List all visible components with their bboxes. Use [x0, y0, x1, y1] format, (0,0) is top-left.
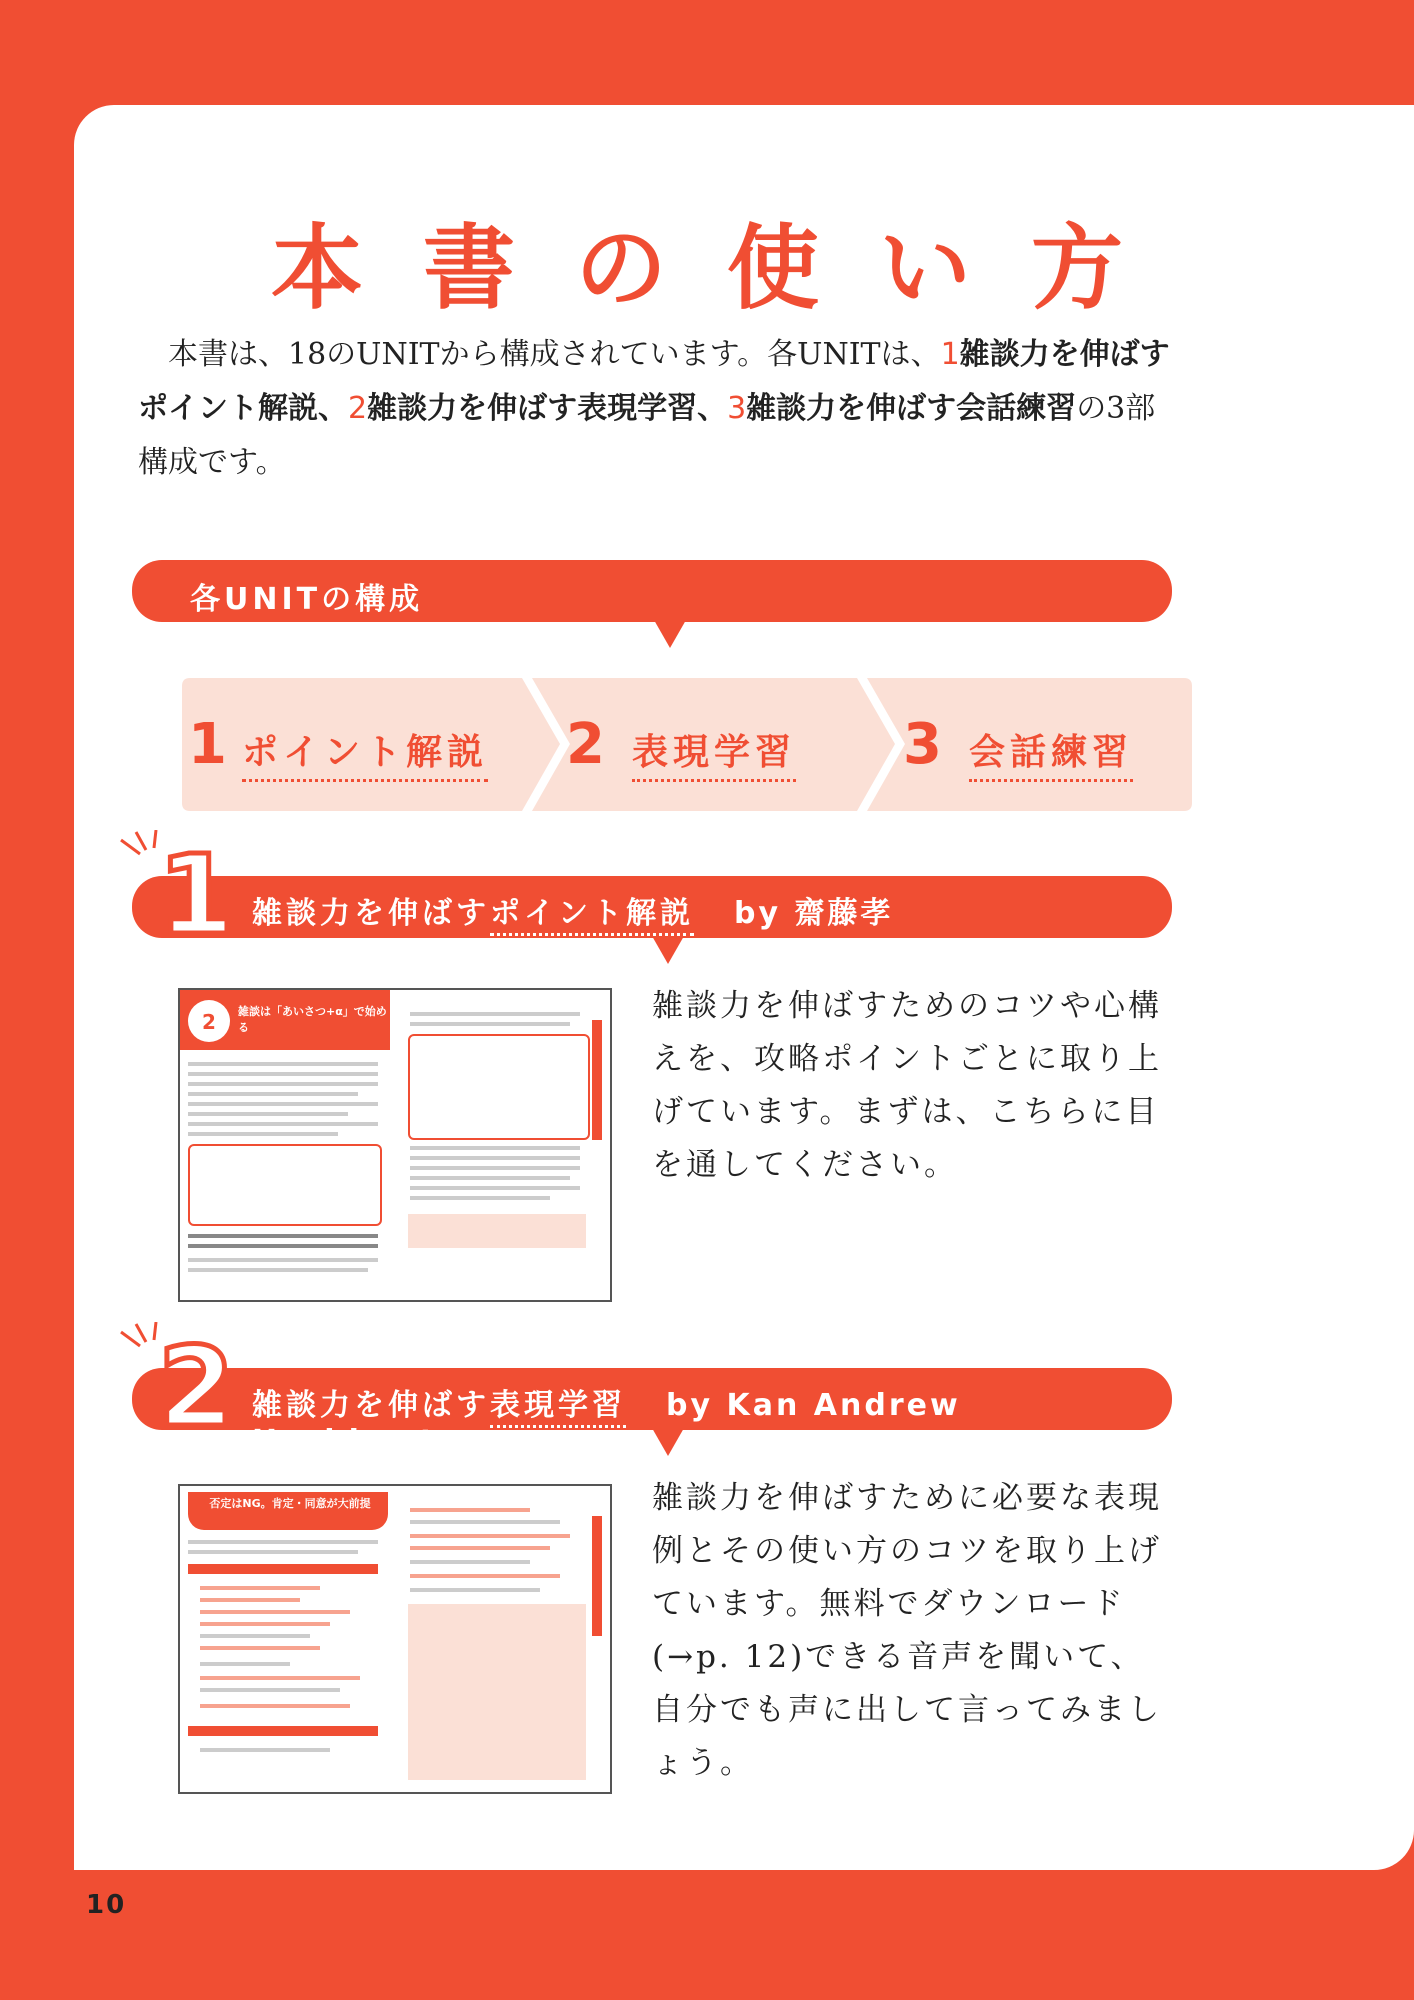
sample-dialog-box	[188, 1144, 382, 1226]
section-1-bar	[132, 876, 1172, 938]
text-line	[410, 1156, 580, 1160]
text-line	[410, 1166, 580, 1170]
section-2-author: by Kan Andrew Hashimoto	[252, 1388, 961, 1459]
text-line	[200, 1688, 340, 1692]
text-line	[200, 1676, 360, 1680]
sample-label-bar	[188, 1564, 378, 1574]
sample-label-bar	[188, 1726, 378, 1736]
section-1-header	[132, 831, 1172, 959]
section-1-sample-page	[178, 988, 612, 1302]
intro-part-2: 雑談力を伸ばす表現学習、	[367, 391, 728, 426]
intro-paragraph	[138, 328, 1178, 490]
sample-dialog-box	[408, 1034, 590, 1140]
step-point	[182, 678, 522, 811]
section-2-sample-page	[178, 1484, 612, 1794]
text-line	[200, 1622, 330, 1626]
text-line	[410, 1146, 580, 1150]
text-line	[188, 1550, 358, 1554]
step-label: 表現学習	[632, 724, 796, 782]
text-line	[410, 1022, 570, 1026]
text-line	[200, 1646, 320, 1650]
page-title: 本書の使い方	[270, 215, 1183, 322]
sample-side-tab	[592, 1516, 602, 1636]
text-line	[410, 1546, 550, 1550]
bar-pointer	[652, 1428, 684, 1456]
section-2-emph: 表現学習	[490, 1388, 626, 1428]
sample-title: 雑談は「あいさつ+α」で始める	[238, 1005, 387, 1034]
text-line	[200, 1610, 350, 1614]
text-line	[200, 1586, 320, 1590]
intro-num-2: 2	[348, 391, 368, 426]
sample-side-tab	[592, 1020, 602, 1140]
text-line	[188, 1244, 378, 1248]
section-2-bar	[132, 1368, 1172, 1459]
step-number: 3	[903, 712, 942, 777]
section-2-number: 2	[158, 1323, 235, 1451]
structure-steps	[182, 678, 1192, 811]
text-line	[188, 1234, 378, 1238]
step-label: ポイント解説	[242, 724, 488, 782]
text-line	[200, 1634, 310, 1638]
intro-num-1: 1	[940, 337, 960, 372]
bar-pointer	[652, 936, 684, 964]
text-line	[188, 1258, 378, 1262]
text-line	[410, 1508, 530, 1512]
text-line	[410, 1196, 550, 1200]
spark-icon	[116, 1322, 176, 1362]
text-line	[200, 1748, 330, 1752]
text-line	[410, 1534, 570, 1538]
step-number: 2	[566, 712, 605, 777]
step-conversation	[897, 678, 1192, 811]
text-line	[410, 1186, 580, 1190]
text-line	[188, 1132, 338, 1136]
text-line	[188, 1072, 378, 1076]
step-label: 会話練習	[969, 724, 1133, 782]
text-line	[410, 1176, 570, 1180]
text-line	[410, 1012, 580, 1016]
section-2-header	[132, 1323, 1172, 1459]
intro-part-1: 雑談力を伸ばすポイント解説、	[138, 337, 1170, 426]
text-line	[410, 1574, 560, 1578]
text-line	[188, 1268, 368, 1272]
section-1-author: by 齋藤孝	[734, 896, 894, 931]
text-line	[410, 1520, 560, 1524]
intro-num-3: 3	[727, 391, 747, 426]
text-line	[200, 1598, 300, 1602]
text-line	[200, 1662, 290, 1666]
sample-unit-badge: 2	[188, 1000, 230, 1042]
section-2-pre: 雑談力を伸ばす	[252, 1388, 490, 1423]
page-number: 10	[86, 1890, 127, 1920]
sample-point-box	[408, 1214, 586, 1248]
section-2-description: 雑談力を伸ばすために必要な表現例とその使い方のコツを取り上げています。無料でダウンロード(→p. 12)できる音声を聞いて、自分でも声に出して言ってみましょう。	[652, 1480, 1162, 1781]
structure-heading: 各UNITの構成	[190, 582, 424, 617]
text-line	[188, 1062, 378, 1066]
spark-icon	[116, 830, 176, 870]
section-1-number: 1	[158, 831, 235, 959]
step-number: 1	[188, 712, 227, 777]
intro-text-2: の3部構成です。	[138, 391, 1156, 480]
text-line	[188, 1102, 378, 1106]
text-line	[188, 1540, 378, 1544]
text-line	[410, 1588, 540, 1592]
text-line	[410, 1560, 530, 1564]
intro-text-1: 本書は、18のUNITから構成されています。各UNITは、	[168, 337, 941, 372]
intro-part-3: 雑談力を伸ばす会話練習	[746, 391, 1077, 426]
step-expression	[560, 678, 860, 811]
text-line	[188, 1112, 348, 1116]
section-1-pre: 雑談力を伸ばす	[252, 896, 490, 931]
structure-heading-bar	[132, 560, 1172, 622]
sample-title: 否定はNG。肯定・同意が大前提	[209, 1497, 371, 1510]
sample-point-box	[408, 1604, 586, 1780]
text-line	[200, 1704, 350, 1708]
section-1-emph: ポイント解説	[490, 896, 694, 936]
text-line	[188, 1082, 378, 1086]
bar-pointer	[654, 620, 686, 648]
text-line	[188, 1092, 358, 1096]
text-line	[188, 1122, 378, 1126]
section-1-description: 雑談力を伸ばすためのコツや心構えを、攻略ポイントごとに取り上げています。まずは、こちらに目を通してください。	[652, 988, 1162, 1183]
